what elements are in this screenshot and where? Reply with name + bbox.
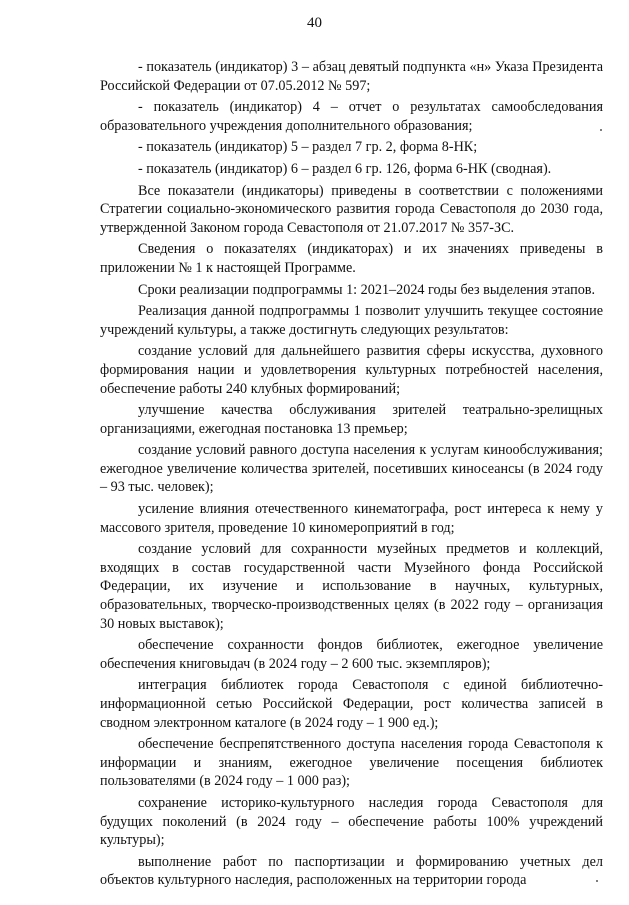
result-item-passportization: выполнение работ по паспортизации и формированию учетных дел объектов культурного наследия, расположенных на территории города	[100, 853, 603, 889]
result-item-library-funds: обеспечение сохранности фондов библиотек, ежегодное увеличение обеспечения книговыдач (в 2024 году – 2 600 тыс. экземпляров);	[100, 637, 603, 672]
scan-artifact-dot	[596, 880, 598, 882]
paragraph-expected-results-intro: Реализация данной подпрограммы 1 позволит улучшить текущее состояние учреждений культуры, а также достигнуть следующих результатов:	[100, 303, 603, 338]
result-item-cinema-access: создание условий равного доступа населения к услугам кинообслуживания; ежегодное увеличение количества зрителей, посетивших киносеансы (в 2024 году – 93 тыс. человек);	[100, 442, 603, 496]
result-item-library-integration: интеграция библиотек города Севастополя с единой библиотечно-информационной сетью Российской Федерации, рост количества записей в сводном электронном каталоге (в 2024 году – 1 900 ед.);	[100, 677, 603, 731]
page-number: 40	[307, 15, 322, 31]
paragraph-indicator-3: - показатель (индикатор) 3 – абзац девятый подпункта «н» Указа Президента Российской Федерации от 07.05.2012 № 597;	[100, 59, 603, 94]
result-item-heritage: сохранение историко-культурного наследия города Севастополя для будущих поколений (в 2024 году – обеспечение работы 100% учреждений культуры);	[100, 794, 603, 849]
result-item-theatres: улучшение качества обслуживания зрителей театрально-зрелищных организациями, ежегодная постановка 13 премьер;	[100, 402, 603, 437]
result-item-library-access: обеспечение беспрепятственного доступа населения города Севастополя к информации и знаниям, ежегодное увеличение посещения библиотек пользователями (в 2024 году – 1 000 раз);	[100, 736, 603, 790]
result-item-museums: создание условий для сохранности музейных предметов и коллекций, входящих в состав государственной части Музейного фонда Российской Федерации, их изучение и использование в научных, культурных, образовательных, творческо-производственных целях (в 2022 году – организация 30 новых выставок);	[100, 541, 603, 632]
paragraph-strategy: Все показатели (индикаторы) приведены в соответствии с положениями Стратегии социально-экономического развития города Севастополя до 2030 года, утвержденной Законом города Севастополя от 21.07.2017 № 357-ЗС.	[100, 182, 603, 236]
scan-artifact-dot	[600, 129, 602, 131]
result-item-cinema-influence: усиление влияния отечественного кинематографа, рост интереса к нему у массового зрителя, проведение 10 киномероприятий в год;	[100, 501, 603, 536]
paragraph-indicator-4: - показатель (индикатор) 4 – отчет о результатах самообследования образовательного учреждения дополнительного образования;	[100, 99, 603, 134]
paragraph-indicator-5: - показатель (индикатор) 5 – раздел 7 гр. 2, форма 8-НК;	[138, 139, 478, 156]
paragraph-indicator-6: - показатель (индикатор) 6 – раздел 6 гр. 126, форма 6-НК (сводная).	[138, 160, 552, 177]
result-item-arts: создание условий для дальнейшего развития сферы искусства, духовного формирования нации и удовлетворения культурных потребностей населения, обеспечение работы 240 клубных формирований;	[100, 343, 603, 397]
paragraph-implementation-period: Сроки реализации подпрограммы 1: 2021–2024 годы без выделения этапов.	[138, 281, 596, 298]
document-body	[100, 58, 603, 893]
paragraph-appendix-reference: Сведения о показателях (индикаторах) и их значениях приведены в приложении № 1 к настоящей Программе.	[100, 241, 603, 276]
